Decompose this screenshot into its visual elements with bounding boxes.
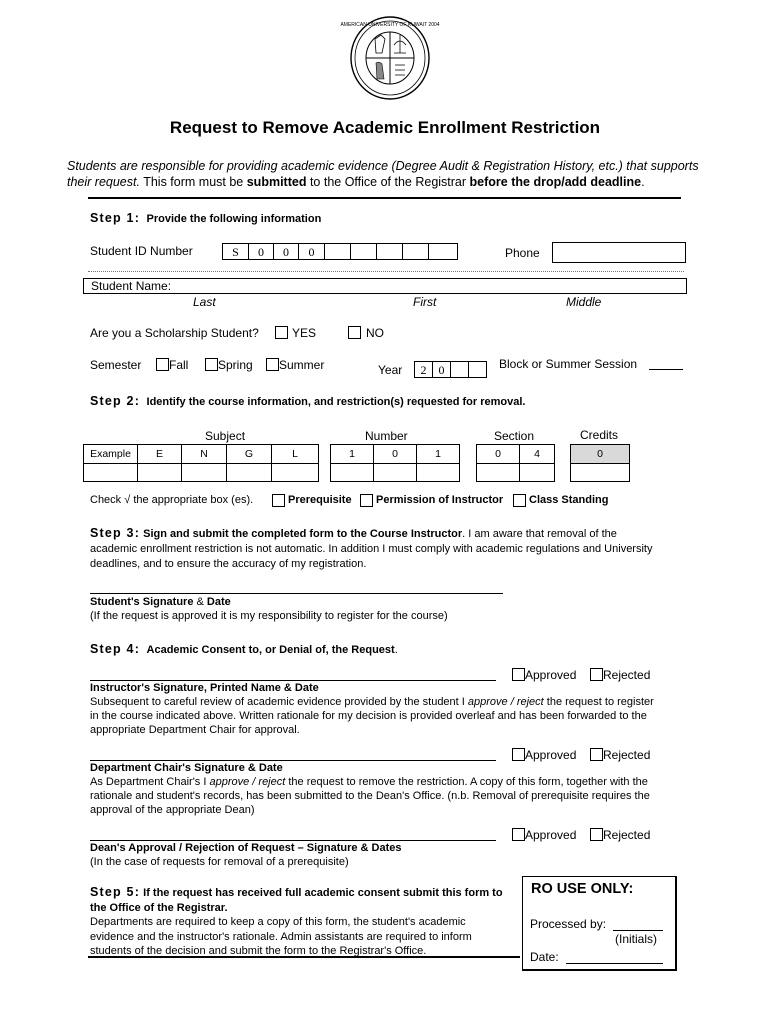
intro-divider [88, 197, 681, 199]
dotted-divider [88, 271, 684, 272]
spring-label: Spring [218, 358, 253, 372]
intro-bold2: before the drop/add deadline [469, 174, 642, 189]
chair-text [90, 775, 700, 817]
step3-body-line2: academic enrollment restriction is not automatic. In addition I must comply with academic regulations and University [90, 543, 653, 555]
instructor-line3: appropriate Department Chair for approval. [90, 724, 300, 736]
number-example-cell: 0 [373, 444, 417, 464]
step3-body-first: . I am aware that removal of the [462, 528, 617, 540]
phone-field[interactable] [552, 242, 686, 263]
step1-header [90, 209, 321, 227]
scholarship-yes-label: YES [292, 326, 317, 340]
step2-label: Step 2: [90, 394, 141, 408]
subject-input-cell[interactable] [137, 463, 182, 482]
class-standing-label: Class Standing [529, 494, 609, 506]
chair-rejected-label: Rejected [603, 748, 651, 762]
dean-note: (In the case of requests for removal of a prerequisite) [90, 856, 349, 868]
step4-heading: Academic Consent to, or Denial of, the Request [146, 644, 395, 656]
phone-label: Phone [505, 246, 540, 260]
block-session-label: Block or Summer Session [499, 357, 638, 371]
summer-checkbox[interactable] [266, 358, 279, 371]
student-signature-date: Date [206, 596, 231, 608]
semester-label: Semester [90, 358, 142, 372]
student-id-cell[interactable]: 0 [298, 243, 325, 260]
university-seal [340, 15, 440, 101]
instructor-approved-label: Approved [525, 668, 577, 682]
ro-use-only-box [522, 876, 677, 971]
page-title: Request to Remove Academic Enrollment Restriction [169, 118, 601, 137]
step1-heading: Provide the following information [146, 213, 322, 225]
instructor-rejected-label: Rejected [603, 668, 651, 682]
chair-approved-label: Approved [525, 748, 577, 762]
student-signature-note: (If the request is approved it is my responsibility to register for the course) [90, 610, 448, 622]
chair-line3: approval of the appropriate Dean) [90, 804, 255, 816]
chair-line2: rationale and student's records, has been submitted to the Dean's Office. (n.b. Removal of prerequisite requires the [90, 790, 650, 802]
subject-input-cell[interactable] [271, 463, 319, 482]
step5-heading-l1: If the request has received full academic consent submit this form to [143, 887, 503, 899]
section-input-cell[interactable] [519, 463, 555, 482]
step4-header [90, 640, 398, 658]
step5-body-l2: evidence and the instructor's rationale. Admin assistants are required to inform [90, 930, 472, 943]
student-signature-line[interactable] [90, 593, 503, 594]
student-id-cell[interactable]: 0 [273, 243, 299, 260]
year-cell[interactable] [450, 361, 469, 378]
number-input-cell[interactable] [373, 463, 417, 482]
step5-body-l1: Departments are required to keep a copy of this form, the student's academic [90, 916, 466, 928]
seal-ring-text: AMERICAN UNIVERSITY OF KUWAIT 2004 [340, 22, 440, 28]
processed-by-label: Processed by: [530, 917, 607, 931]
class-standing-checkbox[interactable] [513, 494, 526, 507]
instructor-approved-checkbox[interactable] [512, 668, 525, 681]
step2-header [90, 392, 526, 410]
step5-text [90, 885, 520, 959]
chair-line1c: the request to remove the restriction. A copy of this form, together with the [288, 776, 648, 788]
permission-checkbox[interactable] [360, 494, 373, 507]
first-name-label: First [413, 295, 437, 309]
chair-signature-line[interactable] [90, 760, 496, 761]
dean-signature-title: Dean's Approval / Rejection of Request – Signature & Dates [90, 842, 402, 854]
chair-approved-checkbox[interactable] [512, 748, 525, 761]
block-session-line[interactable] [649, 369, 683, 370]
chair-line1a: As Department Chair's I [90, 776, 207, 788]
number-header: Number [365, 429, 408, 443]
subject-header: Subject [205, 429, 246, 443]
initials-label: (Initials) [615, 932, 658, 946]
student-id-cell[interactable] [324, 243, 351, 260]
intro-plain1: This form must be [143, 174, 244, 189]
credits-header: Credits [580, 428, 619, 442]
fall-label: Fall [169, 358, 189, 372]
credits-input-cell[interactable] [570, 463, 630, 482]
chair-line1b: approve / reject [209, 776, 286, 788]
step5-heading-l2: the Office of the Registrar. [90, 901, 228, 914]
intro-end: . [641, 174, 645, 189]
subject-input-cell[interactable] [181, 463, 227, 482]
ro-date-line[interactable] [566, 963, 663, 964]
scholarship-no-checkbox[interactable] [348, 326, 361, 339]
check-instruction: Check √ the appropriate box (es). [90, 494, 254, 506]
prerequisite-checkbox[interactable] [272, 494, 285, 507]
section-example-cell: 0 [476, 444, 520, 464]
step3-text [90, 526, 690, 572]
student-id-cell[interactable]: 0 [248, 243, 274, 260]
number-input-cell[interactable] [330, 463, 374, 482]
year-cell[interactable] [468, 361, 487, 378]
year-cell[interactable]: 2 [414, 361, 433, 378]
student-id-cell[interactable] [428, 243, 458, 260]
year-cell[interactable]: 0 [432, 361, 451, 378]
intro-bold1: submitted [246, 174, 307, 189]
step3-label: Step 3: [90, 526, 141, 540]
intro-italic: Students are responsible for providing academic evidence (Degree Audit & Registration History, etc.) that supports their request. [67, 159, 699, 189]
dean-signature-line[interactable] [90, 840, 496, 841]
student-signature-title [90, 596, 231, 608]
instructor-text [90, 695, 690, 737]
step1-label: Step 1: [90, 211, 141, 225]
processed-by-line[interactable] [613, 930, 663, 931]
instructor-rejected-checkbox[interactable] [590, 668, 603, 681]
instructor-signature-line[interactable] [90, 680, 496, 681]
subject-example-cell: N [181, 444, 227, 464]
ro-title: RO USE ONLY: [531, 881, 634, 897]
chair-rejected-checkbox[interactable] [590, 748, 603, 761]
example-label: Example [83, 444, 138, 464]
subject-example-cell: E [137, 444, 182, 464]
spring-checkbox[interactable] [205, 358, 218, 371]
scholarship-no-label: NO [366, 326, 384, 340]
step3-body-line3: deadlines, and to ensure the accuracy of my registration. [90, 558, 367, 570]
step3-heading: Sign and submit the completed form to the Course Instructor [143, 528, 463, 540]
student-id-cell[interactable]: S [222, 243, 249, 260]
dean-rejected-checkbox[interactable] [590, 828, 603, 841]
student-id-cell[interactable] [376, 243, 403, 260]
number-input-cell[interactable] [416, 463, 460, 482]
last-name-label: Last [193, 295, 216, 309]
subject-example-cell: G [226, 444, 272, 464]
section-example-cell: 4 [519, 444, 555, 464]
instructor-line2: in the course indicated above. Written rationale for my decision is provided overleaf and has been forwarded to the [90, 710, 647, 722]
scholarship-yes-checkbox[interactable] [275, 326, 288, 339]
dean-rejected-label: Rejected [603, 828, 651, 842]
subject-input-cell[interactable] [226, 463, 272, 482]
dean-approved-checkbox[interactable] [512, 828, 525, 841]
dean-approved-label: Approved [525, 828, 577, 842]
student-signature-text: Student's Signature [90, 596, 194, 608]
prerequisite-label: Prerequisite [288, 494, 352, 506]
student-id-cell[interactable] [402, 243, 429, 260]
footer-line [88, 956, 520, 958]
scholarship-question: Are you a Scholarship Student? [90, 326, 259, 340]
student-signature-amp: & [193, 596, 207, 608]
middle-name-label: Middle [566, 295, 602, 309]
step2-heading: Identify the course information, and restriction(s) requested for removal. [146, 396, 526, 408]
section-header: Section [494, 429, 535, 443]
number-example-cell: 1 [330, 444, 374, 464]
instructor-line1b: approve / reject [467, 696, 544, 708]
step5-body-l3: students of the decision and submit the form to the Registrar's Office. [90, 945, 427, 957]
credits-example-cell: 0 [570, 444, 630, 464]
ro-date-label: Date: [530, 950, 559, 964]
svg-text:AMERICAN UNIVERSITY OF KUWAIT [340, 22, 439, 28]
instructor-signature-title: Instructor's Signature, Printed Name & Date [90, 682, 319, 694]
number-example-cell: 1 [416, 444, 460, 464]
student-id-cell[interactable] [350, 243, 377, 260]
section-input-cell[interactable] [476, 463, 520, 482]
chair-signature-title: Department Chair's Signature & Date [90, 762, 283, 774]
step5-label: Step 5: [90, 885, 141, 899]
intro-plain2: to the Office of the Registrar [309, 174, 467, 189]
step4-label: Step 4: [90, 642, 141, 656]
year-label: Year [378, 363, 403, 377]
instructor-line1a: Subsequent to careful review of academic evidence provided by the student I [90, 696, 465, 708]
fall-checkbox[interactable] [156, 358, 169, 371]
instructor-line1c: the request to register [546, 696, 654, 708]
permission-label: Permission of Instructor [376, 494, 504, 506]
course-row-label [83, 463, 138, 482]
student-name-label: Student Name: [91, 279, 172, 293]
intro-text [67, 159, 717, 190]
step4-heading-end: . [394, 644, 398, 656]
student-id-label: Student ID Number [90, 244, 193, 258]
subject-example-cell: L [271, 444, 319, 464]
student-name-field[interactable] [83, 278, 687, 294]
summer-label: Summer [279, 358, 325, 372]
